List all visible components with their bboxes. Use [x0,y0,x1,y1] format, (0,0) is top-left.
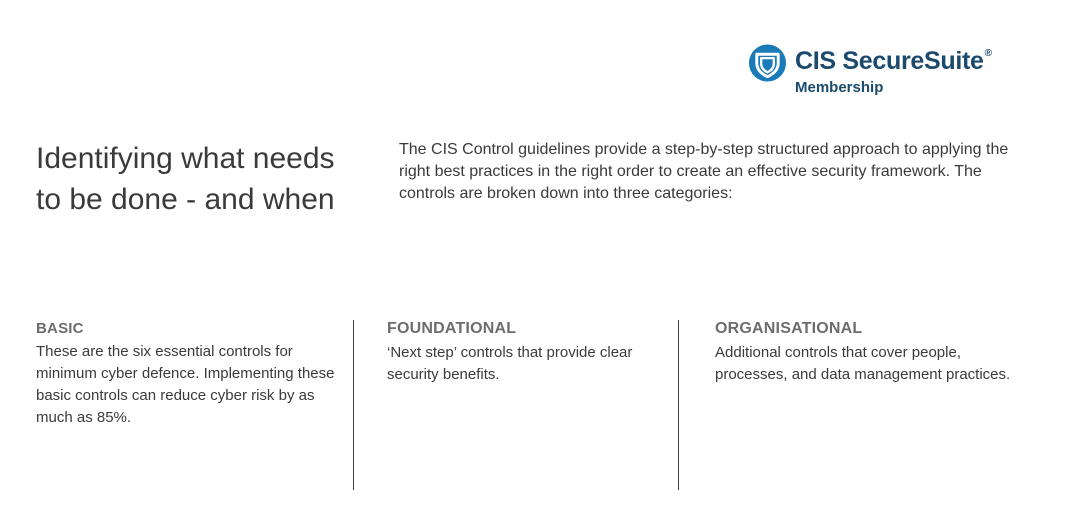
category-organisational [715,320,1015,386]
category-foundational [387,320,667,386]
page-heading: Identifying what needs to be done - and when [36,142,335,216]
category-title: ORGANISATIONAL [715,320,863,337]
column-divider [678,320,679,490]
registered-mark: ® [984,47,992,59]
cis-shield-icon [748,43,787,83]
column-divider [353,320,354,490]
cis-securesuite-logo [748,42,1018,102]
intro-paragraph: The CIS Control guidelines provide a step-by-step structured approach to applying the right best practices in the right order to create an effective security framework. The controls are broken down into three categories: [399,141,1009,202]
logo-brand-name: CIS SecureSuite® [795,47,992,75]
logo-subtitle: Membership [795,79,884,96]
category-description: These are the six essential controls for minimum cyber defence. Implementing these basic controls can reduce cyber risk by as much as 85%. [36,343,335,426]
category-description: ‘Next step’ controls that provide clear security benefits. [387,344,633,383]
category-title: FOUNDATIONAL [387,320,517,337]
category-title: BASIC [36,320,84,337]
category-description: Additional controls that cover people, processes, and data management practices. [715,344,1011,383]
category-basic [36,320,336,429]
